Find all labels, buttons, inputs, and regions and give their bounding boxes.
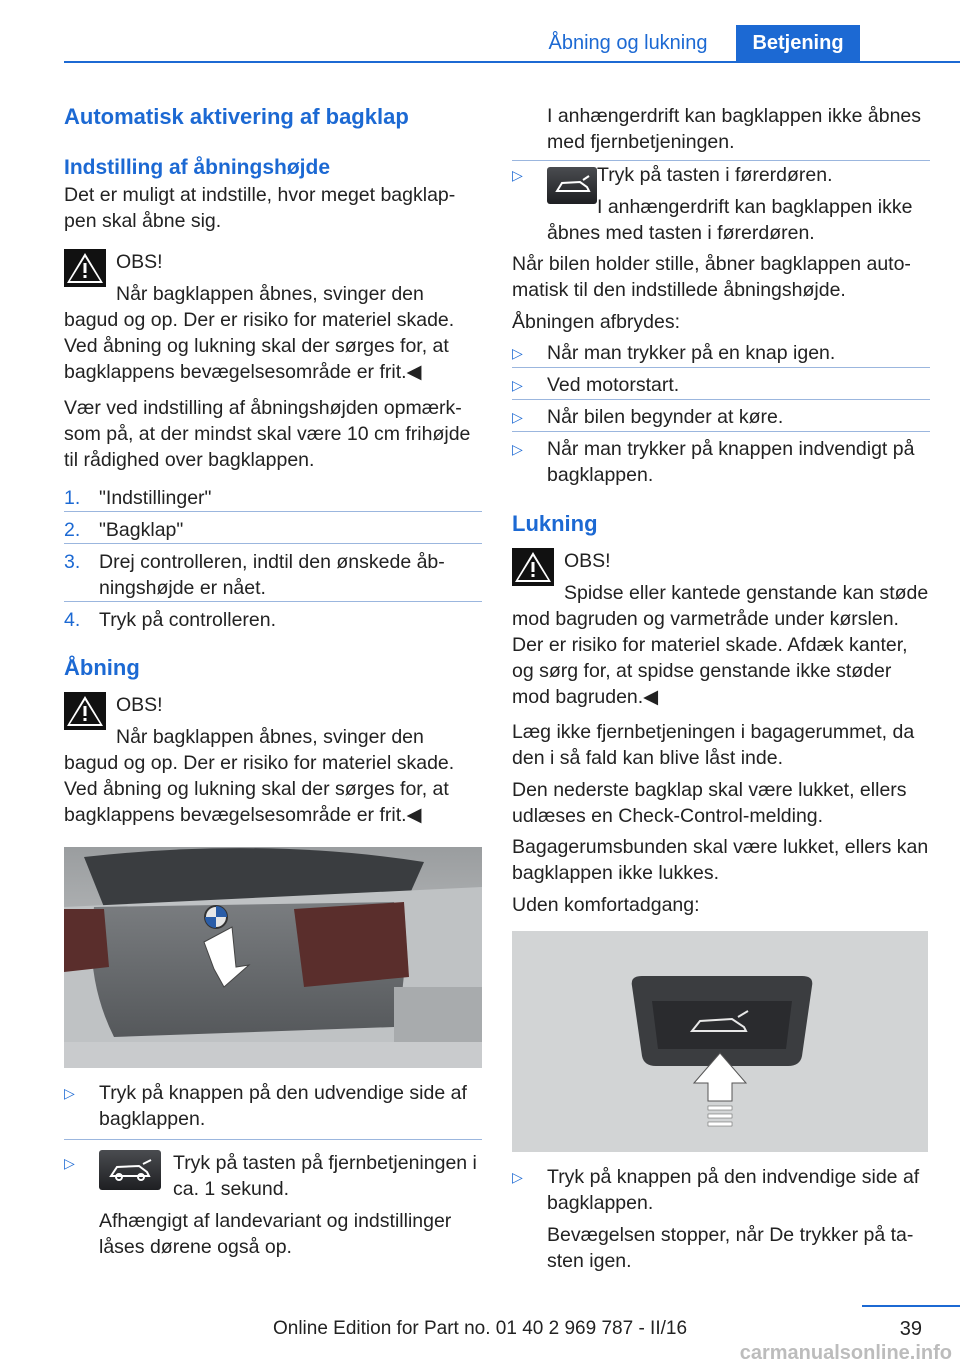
divider — [64, 601, 482, 602]
divider — [512, 160, 930, 161]
step-number: 2. — [64, 519, 81, 541]
bullet-arrow-icon: ▷ — [512, 345, 523, 361]
bullet-text: Tryk på tasten på fjernbetjeningen i ca. 1 sekund. — [173, 1152, 477, 1200]
remote-key-tailgate-icon — [99, 1150, 161, 1190]
car-rear-illustration — [64, 847, 482, 1068]
bullet-subtext: Afhængigt af landevariant og indstillinger låses dørene også op. — [99, 1210, 452, 1258]
warning-label: OBS! — [116, 251, 163, 273]
bullet-arrow-icon: ▷ — [512, 377, 523, 393]
bullet-text: Tryk på knappen på den udvendige side af bagklappen. — [99, 1082, 467, 1130]
paragraph: Uden komfortadgang: — [512, 894, 700, 916]
section-heading-opening: Åbning — [64, 655, 140, 680]
bullet-text: Tryk på knappen på den indvendige side af bagklappen. — [547, 1166, 920, 1214]
interior-button-illustration — [512, 931, 928, 1152]
divider — [64, 1139, 482, 1140]
step-number: 3. — [64, 551, 81, 573]
bullet-arrow-icon: ▷ — [64, 1155, 75, 1171]
bullet-text: Ved motorstart. — [547, 374, 680, 396]
watermark: carmanualsonline.info — [739, 1342, 952, 1362]
step-number: 1. — [64, 487, 81, 509]
bullet-arrow-icon: ▷ — [512, 167, 523, 183]
bullet-arrow-icon: ▷ — [64, 1085, 75, 1101]
bullet-arrow-icon: ▷ — [512, 409, 523, 425]
warning-text: Spidse eller kantede genstande kan støde mod bagruden og varmetråde under kørslen. Der er risiko for materiel skade. Afdæk kanter, og sørg for, at spidse genstande ikke støder mod bagruden.◀ — [512, 582, 929, 708]
bullet-arrow-icon: ▷ — [512, 1169, 523, 1185]
header-rule — [64, 61, 960, 63]
paragraph: Åbningen afbrydes: — [512, 311, 681, 333]
step-text: "Bagklap" — [99, 519, 184, 541]
page-heading: Automatisk aktivering af bagklap — [64, 104, 409, 129]
page-number-rule — [862, 1305, 960, 1307]
divider — [64, 511, 482, 512]
step-text: Drej controlleren, indtil den ønskede åb-ningshøjde er nået. — [99, 551, 445, 599]
step-text: "Indstillinger" — [99, 487, 212, 509]
warning-text: Når bagklappen åbnes, svinger den bagud og op. Der er risiko for materiel skade. Ved åbning og lukning skal der sørges for, at bagklappens bevægelsesområde er frit.◀ — [64, 283, 455, 383]
header-section-title: Åbning og lukning — [548, 32, 708, 54]
subheading-opening-height: Indstilling af åbningshøjde — [64, 156, 330, 179]
tailgate-photo — [64, 847, 482, 1068]
paragraph: Bagagerumsbunden skal være lukket, ellers kan bagklappen ikke lukkes. — [512, 836, 929, 884]
warning-label: OBS! — [564, 550, 611, 572]
bullet-subtext: Bevægelsen stopper, når De trykker på ta-sten igen. — [547, 1224, 914, 1272]
interior-button-photo — [512, 931, 928, 1152]
divider — [512, 431, 930, 432]
warning-label: OBS! — [116, 694, 163, 716]
bullet-text: Når bilen begynder at køre. — [547, 406, 784, 428]
bullet-text: Når man trykker på knappen indvendigt på bagklappen. — [547, 438, 915, 486]
divider — [512, 399, 930, 400]
bullet-subtext: I anhængerdrift kan bagklappen ikke åbnes med tasten i førerdøren. — [547, 196, 913, 244]
car-tailgate-icon — [99, 1150, 161, 1190]
bullet-arrow-icon: ▷ — [512, 441, 523, 457]
paragraph: Når bilen holder stille, åbner bagklappen auto-matisk til den indstillede åbningshøjde. — [512, 253, 911, 301]
step-number: 4. — [64, 609, 81, 631]
section-heading-closing: Lukning — [512, 511, 598, 536]
page-number: 39 — [899, 1318, 922, 1340]
continued-text: I anhængerdrift kan bagklappen ikke åbnes med fjernbetjeningen. — [547, 105, 922, 153]
footer-edition: Online Edition for Part no. 01 40 2 969 787 - II/16 — [272, 1318, 688, 1339]
note-paragraph: Vær ved indstilling af åbningshøjden opmærk-som på, at der mindst skal være 10 cm frihøjde til rådighed over bagklappen. — [64, 397, 471, 471]
warning-text: Når bagklappen åbnes, svinger den bagud og op. Der er risiko for materiel skade. Ved åbning og lukning skal der sørges for, at bagklappens bevægelsesområde er frit.◀ — [64, 726, 455, 826]
paragraph: Læg ikke fjernbetjeningen i bagagerummet, da den i så fald kan blive låst inde. — [512, 721, 915, 769]
divider — [512, 367, 930, 368]
divider — [64, 543, 482, 544]
bullet-text: Tryk på tasten i førerdøren. — [597, 164, 833, 186]
intro-paragraph: Det er muligt at indstille, hvor meget bagklap-pen skal åbne sig. — [64, 184, 456, 232]
bullet-text: Når man trykker på en knap igen. — [547, 342, 836, 364]
paragraph: Den nederste bagklap skal være lukket, ellers udlæses en Check-Control-melding. — [512, 779, 907, 827]
header-chapter-tab: Betjening — [736, 25, 860, 63]
step-text: Tryk på controlleren. — [99, 609, 277, 631]
